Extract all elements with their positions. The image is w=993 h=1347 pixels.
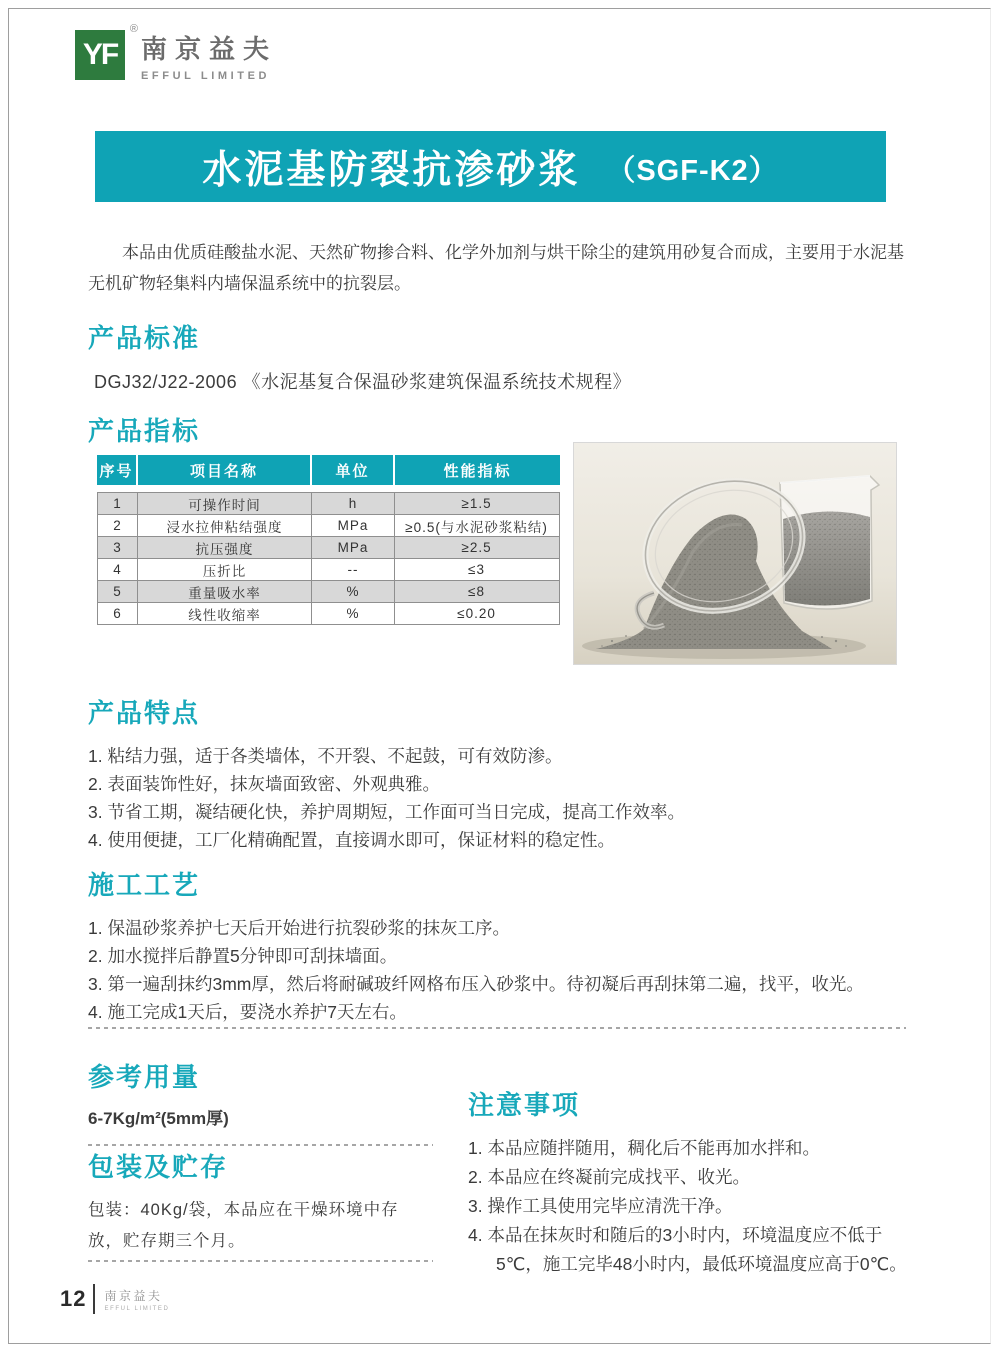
specs-column-header: 项目名称 (138, 455, 312, 485)
brand-names (141, 30, 277, 82)
specs-column-header: 单位 (312, 455, 395, 485)
table-cell: % (312, 603, 395, 624)
product-model: （SGF-K2） (606, 154, 779, 187)
dosage-content: 6-7Kg/m²(5mm厚) (88, 1109, 229, 1129)
list-item: 4. 本品在抹灰时和随后的3小时内，环境温度应不低于5℃，施工完毕48小时内，最低环境温度应高于0℃。 (468, 1225, 907, 1275)
table-cell: % (312, 581, 395, 602)
yf-logo (75, 23, 138, 80)
divider-dashed-dosage (88, 1144, 433, 1146)
notes-heading: 注意事项 (468, 1090, 581, 1120)
table-cell: ≤3 (468, 562, 485, 577)
table-cell: ≥2.5 (461, 540, 492, 555)
table-cell: ≥1.5 (461, 496, 492, 511)
product-photo (573, 442, 897, 665)
features-list (88, 742, 908, 854)
table-row (98, 602, 559, 624)
table-cell: 1 (98, 493, 138, 514)
page-number: 12 (60, 1286, 87, 1311)
process-list (88, 914, 908, 1026)
standard-heading: 产品标准 (88, 323, 201, 353)
table-cell: 3 (98, 537, 138, 558)
product-title-banner (95, 131, 886, 202)
list-item: 4. 使用便捷，工厂化精确配置，直接调水即可，保证材料的稳定性。 (88, 830, 615, 851)
packaging-heading: 包装及贮存 (88, 1152, 229, 1182)
table-cell: -- (312, 559, 395, 580)
table-cell: 抗压强度 (138, 537, 312, 558)
table-row (98, 580, 559, 602)
brand-header (75, 23, 278, 83)
page-footer (60, 1284, 169, 1314)
product-intro: 本品由优质硅酸盐水泥、天然矿物掺合料、化学外加剂与烘干除尘的建筑用砂复合而成，主要用于水泥基无机矿物轻集料内墙保温系统中的抗裂层。 (88, 243, 904, 293)
section-dosage (88, 1062, 433, 1146)
brand-name-cn: 南京益夫 (141, 34, 278, 64)
list-item: 2. 本品应在终凝前完成找平、收光。 (468, 1167, 750, 1188)
notes-list (468, 1134, 913, 1279)
table-row (98, 558, 559, 580)
table-cell: 压折比 (138, 559, 312, 580)
list-item: 4. 施工完成1天后，要浇水养护7天左右。 (88, 1002, 407, 1023)
section-packaging (88, 1152, 433, 1262)
specs-heading: 产品指标 (88, 416, 201, 446)
section-standard (88, 323, 908, 394)
table-cell: 5 (98, 581, 138, 602)
specs-table-body (97, 492, 560, 625)
list-item: 2. 加水搅拌后静置5分钟即可刮抹墙面。 (88, 946, 398, 967)
footer-brand-cn: 南京益夫 (104, 1288, 163, 1303)
list-item: 3. 操作工具使用完毕应清洗干净。 (468, 1196, 733, 1217)
table-cell: 重量吸水率 (138, 581, 312, 602)
table-cell: 2 (98, 515, 138, 536)
list-item: 3. 节省工期，凝结硬化快，养护周期短，工作面可当日完成，提高工作效率。 (88, 802, 685, 823)
mortar-powder-photo-illustration (574, 443, 896, 664)
packaging-content: 包装：40Kg/袋，本品应在干燥环境中存放，贮存期三个月。 (88, 1201, 399, 1251)
table-cell: 线性收缩率 (138, 603, 312, 624)
list-item: 2. 表面装饰性好，抹灰墙面致密、外观典雅。 (88, 774, 440, 795)
section-process (88, 870, 908, 1026)
registered-trademark-icon: ® (129, 23, 138, 35)
list-item: 1. 粘结力强，适于各类墙体，不开裂、不起鼓，可有效防渗。 (88, 746, 563, 767)
list-item: 1. 保温砂浆养护七天后开始进行抗裂砂浆的抹灰工序。 (88, 918, 510, 939)
footer-brand-en: EFFUL LIMITED (104, 1305, 170, 1312)
specs-table-header (97, 455, 560, 485)
table-cell: ≤8 (468, 584, 485, 599)
brand-name-en: EFFUL LIMITED (141, 70, 271, 83)
section-notes (468, 1090, 913, 1279)
table-cell: h (312, 493, 395, 514)
divider-dashed-full (88, 1027, 906, 1029)
list-item: 1. 本品应随拌随用，稠化后不能再加水拌和。 (468, 1138, 820, 1159)
table-cell: ≤0.20 (457, 606, 496, 621)
footer-divider (93, 1284, 95, 1314)
divider-dashed-packaging (88, 1260, 433, 1262)
yf-logo-letters: YF (82, 38, 118, 71)
table-cell: 可操作时间 (138, 493, 312, 514)
table-cell: ≥0.5(与水泥砂浆粘结) (405, 519, 548, 535)
process-heading: 施工工艺 (88, 870, 201, 900)
footer-brand (104, 1287, 169, 1312)
table-cell: 浸水拉伸粘结强度 (138, 515, 312, 536)
features-heading: 产品特点 (88, 698, 201, 728)
dosage-heading: 参考用量 (88, 1062, 201, 1092)
table-cell: MPa (312, 515, 395, 536)
product-title: 水泥基防裂抗渗砂浆 (202, 148, 581, 192)
standard-content: DGJ32/J22-2006 《水泥基复合保温砂浆建筑保温系统技术规程》 (94, 372, 632, 393)
specs-column-header: 性能指标 (443, 462, 512, 480)
table-row (98, 493, 559, 514)
table-row (98, 514, 559, 536)
table-cell: MPa (312, 537, 395, 558)
specs-column-header: 序号 (97, 455, 138, 485)
section-features (88, 698, 908, 854)
list-item: 3. 第一遍刮抹约3mm厚，然后将耐碱玻纤网格布压入砂浆中。待初凝后再刮抹第二遍，找平，收光。 (88, 974, 864, 995)
table-cell: 4 (98, 559, 138, 580)
specs-table (97, 455, 560, 625)
table-row (98, 536, 559, 558)
table-cell: 6 (98, 603, 138, 624)
